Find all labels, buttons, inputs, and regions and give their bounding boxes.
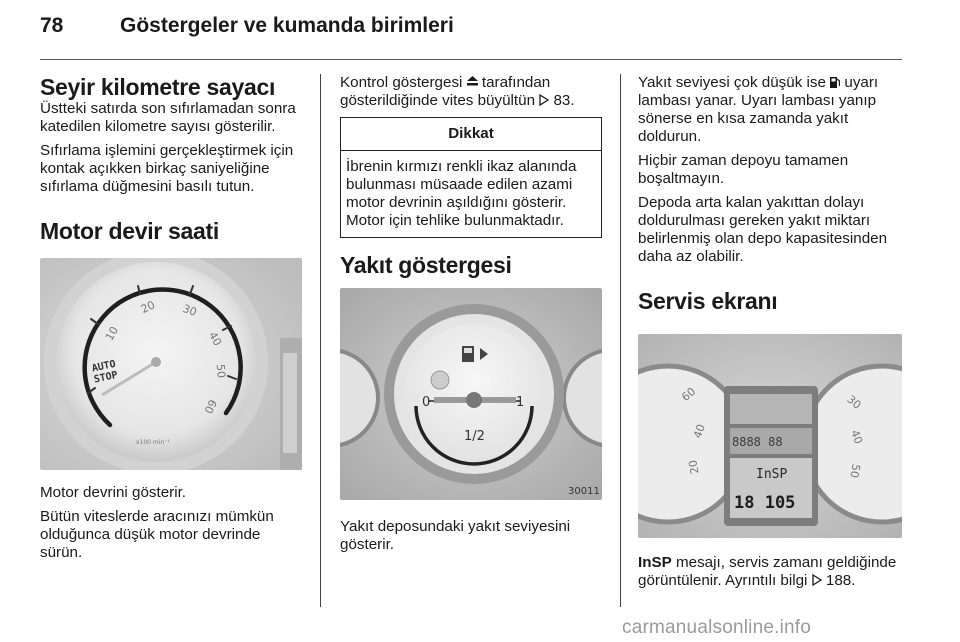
page-reference-icon: [539, 92, 549, 109]
fuel-gauge-image: [340, 288, 602, 500]
fuel-warning-icon: [830, 74, 840, 91]
tach-auto-label: AUTO: [90, 358, 117, 375]
page-reference-icon: [812, 572, 822, 589]
svg-text:60: 60: [679, 384, 699, 404]
tach-label-60: 60: [201, 397, 220, 416]
service-message-paragraph: [638, 554, 902, 590]
low-fuel-text-1: Yakıt seviyesi çok düşük ise: [638, 74, 831, 91]
service-message-text: mesajı, servis zamanı geldiğinde görüntülenir. Ayrıntılı bilgi: [638, 554, 897, 589]
tachometer-image: [40, 258, 302, 470]
tach-label-10: 10: [102, 324, 122, 343]
svg-text:30: 30: [844, 392, 864, 412]
watermark: carmanualsonline.info: [622, 617, 812, 638]
service-display-image: [638, 334, 902, 538]
column-2: [340, 74, 602, 560]
tach-label-20: 20: [138, 298, 158, 317]
notice-title: Dikkat: [341, 118, 601, 151]
tach-label-40: 40: [205, 329, 225, 349]
tach-unit-label: x100 min⁻¹: [136, 439, 170, 446]
odometer-paragraph-1: Üstteki satırda son sıfırlamadan sonra katedilen kilometre sayısı gösterilir.: [40, 100, 296, 135]
fuel-label-empty: 0: [422, 395, 431, 410]
service-message-code: InSP: [638, 554, 672, 571]
tachometer-paragraph-1: Motor devrini gösterir.: [40, 484, 187, 501]
shift-up-icon: [467, 74, 478, 91]
tank-capacity-paragraph: Depoda arta kalan yakıttan dolayı doldurulması gereken yakıt miktarı belirlenmiş olan depo kapasitesinden daha az olabilir.: [638, 194, 888, 265]
tachometer-paragraph-2: Bütün viteslerde aracınızı mümkün olduğunca düşük motor devrinde sürün.: [40, 508, 274, 561]
low-fuel-paragraph: [638, 74, 902, 146]
column-3: [638, 74, 902, 596]
header-rule: [40, 59, 902, 60]
fuel-image-code: 30011: [568, 486, 600, 497]
shift-up-paragraph: [340, 74, 602, 110]
tach-label-50: 50: [213, 363, 228, 379]
notice-body: İbrenin kırmızı renkli ikaz alanında bulunması müsaade edilen azami motor devrinin aşıldığını gösterir. Motor için tehlike bulunmaktadır.: [346, 158, 577, 229]
shift-up-text-2: tarafından gösterildiğinde vites büyültün: [340, 74, 551, 109]
service-message-display: InSP: [756, 467, 788, 482]
tank-empty-paragraph: Hiçbir zaman depoyu tamamen boşaltmayın.: [638, 152, 849, 187]
column-divider-1: [320, 74, 321, 607]
fuel-label-full: 1: [516, 395, 525, 410]
svg-text:40: 40: [848, 428, 866, 446]
section-title-service-display: Servis ekranı: [638, 288, 778, 314]
fuel-gauge-paragraph: Yakıt deposundaki yakıt seviyesini gösterir.: [340, 518, 571, 553]
section-title-fuel-gauge: Yakıt göstergesi: [340, 252, 512, 278]
odometer-paragraph-2: Sıfırlama işlemini gerçekleştirmek için kontak açıkken birkaç saniyeliğine sıfırlama düğmesini basılı tutun.: [40, 142, 294, 195]
page-header: [40, 14, 902, 54]
shift-up-text-1: Kontrol göstergesi: [340, 74, 467, 91]
fuel-label-half: 1/2: [464, 429, 485, 444]
tach-stop-label: STOP: [92, 369, 119, 386]
notice-box: [340, 117, 602, 238]
svg-text:50: 50: [847, 462, 863, 479]
svg-text:20: 20: [686, 458, 702, 475]
page-number: 78: [40, 14, 64, 37]
tach-label-30: 30: [180, 301, 199, 319]
shift-up-page-ref: 83.: [553, 92, 575, 109]
svg-text:8888 88: 8888 88: [732, 435, 783, 449]
odometer-display: 18 105: [734, 493, 796, 513]
svg-text:40: 40: [690, 422, 708, 441]
section-title-tachometer: Motor devir saati: [40, 218, 219, 244]
section-title-odometer: Seyir kilometre sayacı: [40, 74, 276, 100]
service-message-page-ref: 188.: [825, 572, 856, 589]
page-header-title: Göstergeler ve kumanda birimleri: [120, 14, 454, 37]
column-divider-2: [620, 74, 621, 607]
low-fuel-text-2: uyarı lambası yanar. Uyarı lambası yanıp sönerse en kısa zamanda yakıt doldurun.: [638, 74, 879, 145]
column-1: [40, 74, 302, 568]
